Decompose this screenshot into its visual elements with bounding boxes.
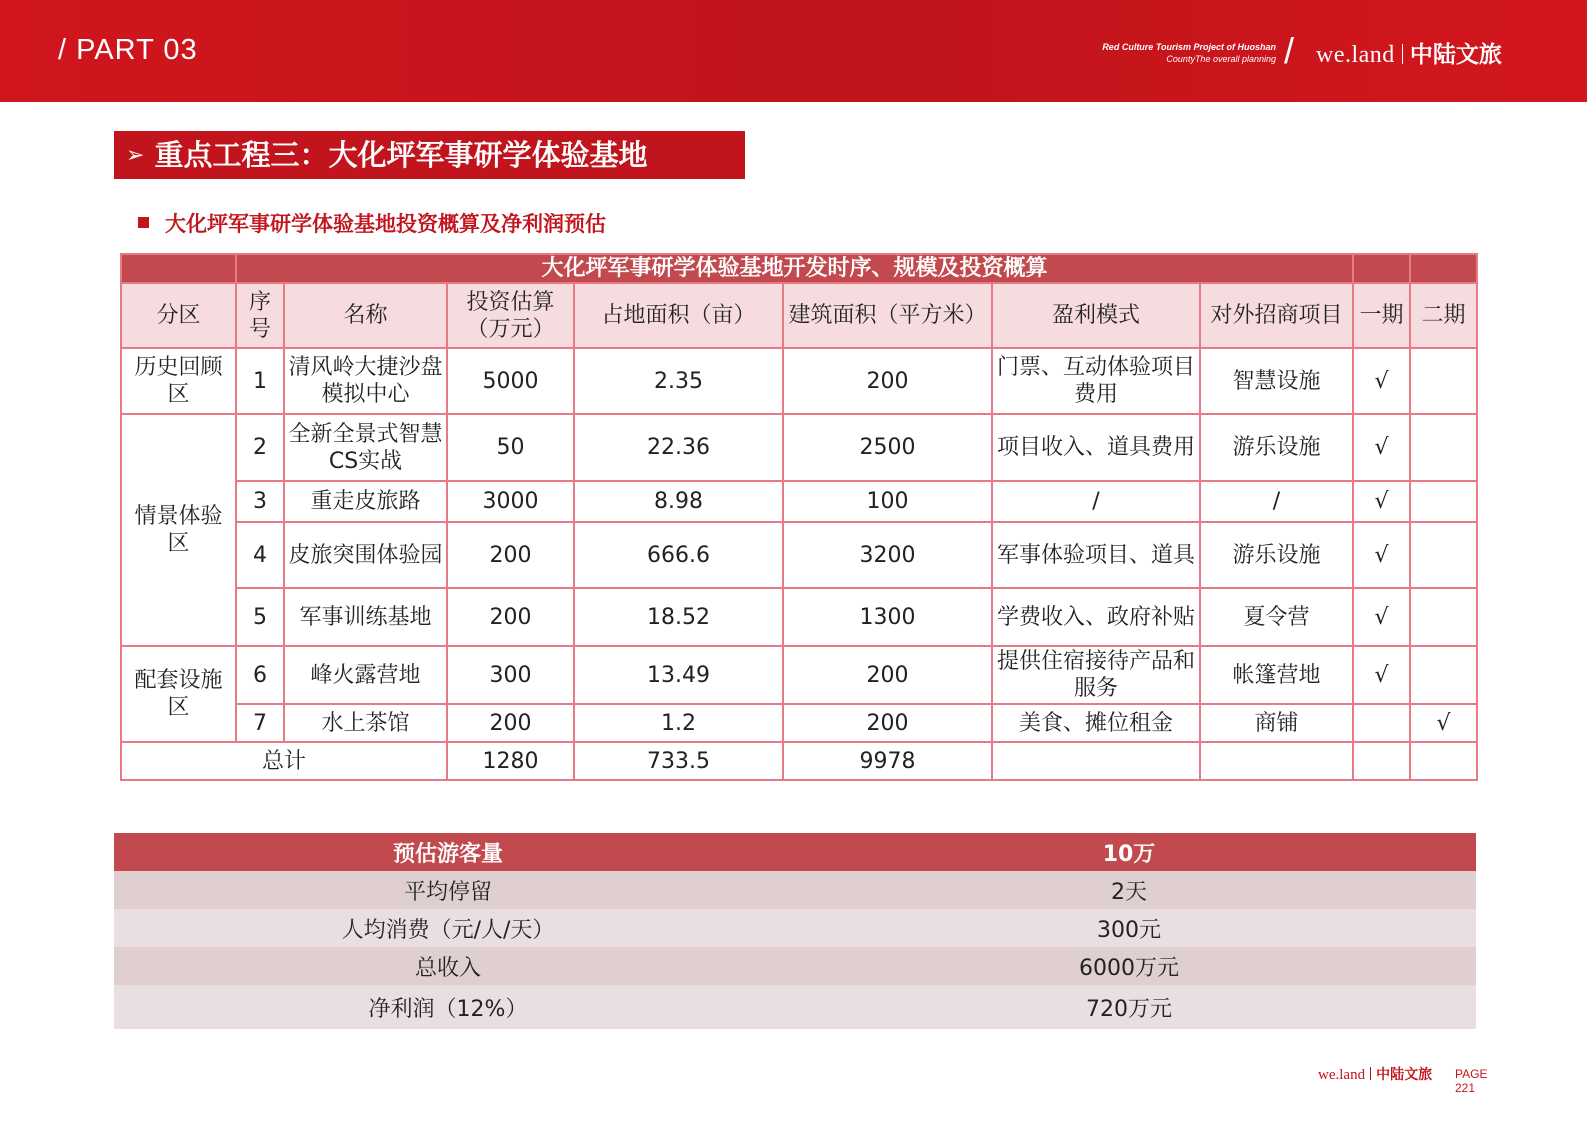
row-phase1: √ — [1353, 522, 1410, 588]
row-phase1 — [1353, 704, 1410, 742]
estimate-value: 300元 — [782, 909, 1476, 947]
footer-brand-en: we.land — [1318, 1067, 1366, 1083]
investment-table — [120, 253, 1478, 781]
table-title-blank — [1410, 254, 1477, 283]
row-build: 3200 — [783, 522, 992, 588]
row-build: 1300 — [783, 588, 992, 646]
page-label: PAGE — [1455, 1067, 1488, 1081]
row-phase1: √ — [1353, 588, 1410, 646]
row-name: 全新全景式智慧CS实战 — [284, 414, 447, 481]
table-row — [121, 414, 1477, 481]
row-build: 100 — [783, 481, 992, 522]
row-phase1: √ — [1353, 348, 1410, 414]
row-land: 1.2 — [574, 704, 783, 742]
estimate-row — [114, 871, 1476, 909]
row-phase1: √ — [1353, 481, 1410, 522]
estimate-header-value: 10万 — [782, 833, 1476, 871]
square-bullet-icon — [138, 217, 149, 228]
total-build: 9978 — [783, 742, 992, 780]
row-phase2 — [1410, 481, 1477, 522]
brand-en: we.land — [1316, 42, 1395, 68]
row-build: 200 — [783, 704, 992, 742]
table-row — [121, 588, 1477, 646]
row-attract: / — [1200, 481, 1353, 522]
tagline — [1016, 41, 1276, 65]
header-build: 建筑面积（平方米） — [783, 283, 992, 348]
table-title-blank — [121, 254, 236, 283]
row-name: 重走皮旅路 — [284, 481, 447, 522]
total-label: 总计 — [121, 742, 447, 780]
header-name: 名称 — [284, 283, 447, 348]
arrow-icon: ➢ — [126, 143, 145, 168]
row-no: 3 — [236, 481, 284, 522]
row-profit: 学费收入、政府补贴 — [992, 588, 1200, 646]
header-phase1: 一期 — [1353, 283, 1410, 348]
row-attract: 游乐设施 — [1200, 414, 1353, 481]
estimate-label: 总收入 — [114, 947, 782, 985]
header-slash: / — [1284, 30, 1295, 71]
header-no: 序号 — [236, 283, 284, 348]
header-attract: 对外招商项目 — [1200, 283, 1353, 348]
estimate-value: 720万元 — [782, 985, 1476, 1029]
total-blank — [992, 742, 1200, 780]
total-blank — [1353, 742, 1410, 780]
row-invest: 200 — [447, 588, 574, 646]
row-profit: 门票、互动体验项目费用 — [992, 348, 1200, 414]
estimate-row — [114, 947, 1476, 985]
brand-logo — [1316, 36, 1502, 69]
row-land: 18.52 — [574, 588, 783, 646]
row-phase2 — [1410, 588, 1477, 646]
table-title-blank — [1353, 254, 1410, 283]
header-phase2: 二期 — [1410, 283, 1477, 348]
estimate-header-label: 预估游客量 — [114, 833, 782, 871]
footer-brand-cn: 中陆文旅 — [1376, 1067, 1433, 1083]
row-attract: 商铺 — [1200, 704, 1353, 742]
estimate-row — [114, 909, 1476, 947]
row-attract: 智慧设施 — [1200, 348, 1353, 414]
row-name: 军事训练基地 — [284, 588, 447, 646]
row-phase1: √ — [1353, 646, 1410, 704]
header-land: 占地面积（亩） — [574, 283, 783, 348]
row-build: 200 — [783, 348, 992, 414]
row-profit: 军事体验项目、道具 — [992, 522, 1200, 588]
row-phase2 — [1410, 414, 1477, 481]
row-land: 666.6 — [574, 522, 783, 588]
row-attract: 帐篷营地 — [1200, 646, 1353, 704]
table-row — [121, 522, 1477, 588]
row-land: 22.36 — [574, 414, 783, 481]
row-no: 7 — [236, 704, 284, 742]
row-name: 峰火露营地 — [284, 646, 447, 704]
total-land: 733.5 — [574, 742, 783, 780]
estimate-value: 2天 — [782, 871, 1476, 909]
footer-brand-logo — [1318, 1064, 1432, 1084]
row-phase2 — [1410, 646, 1477, 704]
table-row — [121, 481, 1477, 522]
row-profit: 提供住宿接待产品和服务 — [992, 646, 1200, 704]
footer-brand-divider — [1370, 1067, 1371, 1080]
row-invest: 50 — [447, 414, 574, 481]
header-profit: 盈利模式 — [992, 283, 1200, 348]
row-build: 2500 — [783, 414, 992, 481]
subtitle — [138, 208, 606, 238]
row-invest: 200 — [447, 704, 574, 742]
row-no: 1 — [236, 348, 284, 414]
row-phase2 — [1410, 522, 1477, 588]
total-row — [121, 742, 1477, 780]
row-invest: 200 — [447, 522, 574, 588]
estimate-label: 人均消费（元/人/天） — [114, 909, 782, 947]
row-build: 200 — [783, 646, 992, 704]
row-land: 13.49 — [574, 646, 783, 704]
page-value: 221 — [1455, 1081, 1476, 1095]
row-no: 2 — [236, 414, 284, 481]
row-land: 8.98 — [574, 481, 783, 522]
brand-cn: 中陆文旅 — [1409, 42, 1502, 68]
row-phase1: √ — [1353, 414, 1410, 481]
tagline-line1: Red Culture Tourism Project of Huoshan — [1102, 42, 1276, 52]
total-blank — [1410, 742, 1477, 780]
row-attract: 游乐设施 — [1200, 522, 1353, 588]
estimate-value: 6000万元 — [782, 947, 1476, 985]
zone-cell: 历史回顾区 — [121, 348, 236, 414]
row-phase2: √ — [1410, 704, 1477, 742]
row-name: 清风岭大捷沙盘模拟中心 — [284, 348, 447, 414]
zone-cell: 情景体验区 — [121, 414, 236, 646]
row-no: 4 — [236, 522, 284, 588]
section-title — [114, 131, 745, 179]
total-blank — [1200, 742, 1353, 780]
tagline-line2: CountyThe overall planning — [1166, 54, 1276, 64]
row-phase2 — [1410, 348, 1477, 414]
row-invest: 300 — [447, 646, 574, 704]
total-invest: 1280 — [447, 742, 574, 780]
row-name: 皮旅突围体验园 — [284, 522, 447, 588]
table-title-row — [121, 254, 1477, 283]
section-title-text: 重点工程三：大化坪军事研学体验基地 — [154, 138, 648, 172]
estimate-table — [114, 833, 1476, 1029]
row-no: 5 — [236, 588, 284, 646]
table-header-row — [121, 283, 1477, 348]
row-profit: 美食、摊位租金 — [992, 704, 1200, 742]
table-title: 大化坪军事研学体验基地开发时序、规模及投资概算 — [236, 254, 1353, 283]
brand-divider — [1402, 44, 1403, 64]
header-invest: 投资估算（万元） — [447, 283, 574, 348]
estimate-label: 平均停留 — [114, 871, 782, 909]
row-profit: / — [992, 481, 1200, 522]
row-name: 水上茶馆 — [284, 704, 447, 742]
page-number — [1455, 1067, 1487, 1095]
estimate-row — [114, 985, 1476, 1029]
header-bar — [0, 0, 1587, 102]
subtitle-text: 大化坪军事研学体验基地投资概算及净利润预估 — [165, 212, 606, 236]
estimate-label: 净利润（12%） — [114, 985, 782, 1029]
zone-cell: 配套设施区 — [121, 646, 236, 742]
table-row — [121, 704, 1477, 742]
row-no: 6 — [236, 646, 284, 704]
part-label: / PART 03 — [58, 34, 198, 66]
row-invest: 5000 — [447, 348, 574, 414]
row-land: 2.35 — [574, 348, 783, 414]
table-row — [121, 348, 1477, 414]
row-profit: 项目收入、道具费用 — [992, 414, 1200, 481]
header-zone: 分区 — [121, 283, 236, 348]
table-row — [121, 646, 1477, 704]
row-attract: 夏令营 — [1200, 588, 1353, 646]
estimate-header-row — [114, 833, 1476, 871]
row-invest: 3000 — [447, 481, 574, 522]
